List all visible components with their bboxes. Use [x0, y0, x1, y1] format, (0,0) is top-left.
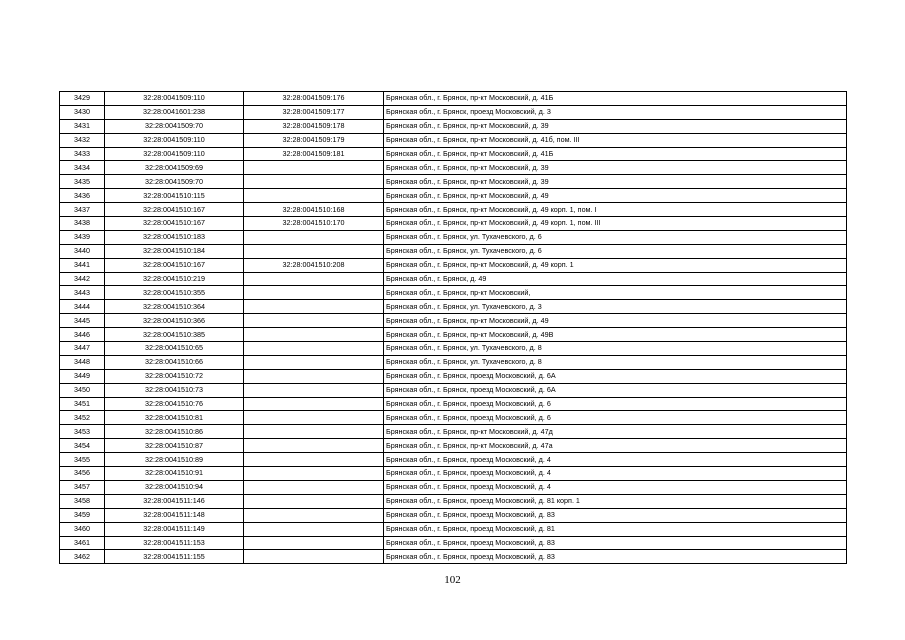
- cadastral-number-cell: 32:28:0041510:72: [105, 369, 244, 383]
- related-cadastral-number-cell: 32:28:0041509:181: [244, 147, 384, 161]
- related-cadastral-number-cell: 32:28:0041509:178: [244, 119, 384, 133]
- row-number-cell: 3442: [60, 272, 105, 286]
- cadastral-number-cell: 32:28:0041511:155: [105, 550, 244, 564]
- related-cadastral-number-cell: [244, 439, 384, 453]
- table-row: [60, 161, 847, 175]
- cadastral-number-cell: 32:28:0041510:364: [105, 300, 244, 314]
- row-number-cell: 3452: [60, 411, 105, 425]
- cadastral-number-cell: 32:28:0041601:238: [105, 105, 244, 119]
- table-row: [60, 244, 847, 258]
- cadastral-number-cell: 32:28:0041510:91: [105, 467, 244, 481]
- cadastral-number-cell: 32:28:0041509:110: [105, 147, 244, 161]
- address-cell: Брянская обл., г. Брянск, пр-кт Московский, д. 39: [384, 119, 847, 133]
- row-number-cell: 3444: [60, 300, 105, 314]
- table-row: [60, 314, 847, 328]
- address-cell: Брянская обл., г. Брянск, пр-кт Московский, д. 49 корп. 1: [384, 258, 847, 272]
- row-number-cell: 3436: [60, 189, 105, 203]
- address-cell: Брянская обл., г. Брянск, пр-кт Московский, д. 41б, пом. III: [384, 133, 847, 147]
- row-number-cell: 3439: [60, 230, 105, 244]
- table-row: [60, 92, 847, 106]
- address-cell: Брянская обл., г. Брянск, проезд Московский, д. 83: [384, 508, 847, 522]
- table-row: [60, 467, 847, 481]
- cadastral-number-cell: 32:28:0041510:385: [105, 328, 244, 342]
- related-cadastral-number-cell: [244, 300, 384, 314]
- cadastral-number-cell: 32:28:0041509:70: [105, 119, 244, 133]
- address-cell: Брянская обл., г. Брянск, проезд Московский, д. 83: [384, 550, 847, 564]
- address-cell: Брянская обл., г. Брянск, проезд Московский, д. 83: [384, 536, 847, 550]
- cadastral-number-cell: 32:28:0041510:76: [105, 397, 244, 411]
- related-cadastral-number-cell: [244, 230, 384, 244]
- cadastral-number-cell: 32:28:0041510:81: [105, 411, 244, 425]
- address-cell: Брянская обл., г. Брянск, д. 49: [384, 272, 847, 286]
- address-cell: Брянская обл., г. Брянск, пр-кт Московский, д. 39: [384, 161, 847, 175]
- row-number-cell: 3461: [60, 536, 105, 550]
- related-cadastral-number-cell: [244, 453, 384, 467]
- table-row: [60, 536, 847, 550]
- cadastral-number-cell: 32:28:0041510:65: [105, 342, 244, 356]
- related-cadastral-number-cell: [244, 397, 384, 411]
- cadastral-number-cell: 32:28:0041510:66: [105, 355, 244, 369]
- table-row: [60, 508, 847, 522]
- related-cadastral-number-cell: [244, 508, 384, 522]
- cadastral-number-cell: 32:28:0041510:115: [105, 189, 244, 203]
- row-number-cell: 3435: [60, 175, 105, 189]
- address-cell: Брянская обл., г. Брянск, пр-кт Московский, д. 49В: [384, 328, 847, 342]
- address-cell: Брянская обл., г. Брянск, пр-кт Московский, д. 49 корп. 1, пом. I: [384, 203, 847, 217]
- table-row: [60, 300, 847, 314]
- table-row: [60, 286, 847, 300]
- related-cadastral-number-cell: [244, 480, 384, 494]
- row-number-cell: 3450: [60, 383, 105, 397]
- row-number-cell: 3448: [60, 355, 105, 369]
- table-row: [60, 369, 847, 383]
- cadastral-number-cell: 32:28:0041509:110: [105, 133, 244, 147]
- cadastral-number-cell: 32:28:0041510:87: [105, 439, 244, 453]
- address-cell: Брянская обл., г. Брянск, ул. Тухачевского, д. 6: [384, 244, 847, 258]
- address-cell: Брянская обл., г. Брянск, проезд Московский, д. 6А: [384, 369, 847, 383]
- address-cell: Брянская обл., г. Брянск, пр-кт Московский, д. 49 корп. 1, пом. III: [384, 217, 847, 231]
- row-number-cell: 3440: [60, 244, 105, 258]
- related-cadastral-number-cell: [244, 272, 384, 286]
- cadastral-number-cell: 32:28:0041510:89: [105, 453, 244, 467]
- related-cadastral-number-cell: [244, 286, 384, 300]
- related-cadastral-number-cell: [244, 189, 384, 203]
- address-cell: Брянская обл., г. Брянск, проезд Московский, д. 6: [384, 397, 847, 411]
- address-cell: Брянская обл., г. Брянск, пр-кт Московский, д. 41Б: [384, 92, 847, 106]
- related-cadastral-number-cell: [244, 411, 384, 425]
- cadastral-number-cell: 32:28:0041510:167: [105, 258, 244, 272]
- row-number-cell: 3430: [60, 105, 105, 119]
- address-cell: Брянская обл., г. Брянск, ул. Тухачевского, д. 8: [384, 342, 847, 356]
- related-cadastral-number-cell: [244, 342, 384, 356]
- address-cell: Брянская обл., г. Брянск, ул. Тухачевского, д. 3: [384, 300, 847, 314]
- related-cadastral-number-cell: [244, 383, 384, 397]
- table-row: [60, 133, 847, 147]
- table-row: [60, 425, 847, 439]
- address-cell: Брянская обл., г. Брянск, пр-кт Московский, д. 39: [384, 175, 847, 189]
- related-cadastral-number-cell: [244, 175, 384, 189]
- table-row: [60, 355, 847, 369]
- table-body: [60, 92, 847, 564]
- row-number-cell: 3449: [60, 369, 105, 383]
- table-row: [60, 480, 847, 494]
- related-cadastral-number-cell: [244, 161, 384, 175]
- address-cell: Брянская обл., г. Брянск, ул. Тухачевского, д. 6: [384, 230, 847, 244]
- address-cell: Брянская обл., г. Брянск, пр-кт Московский, д. 49: [384, 189, 847, 203]
- cadastral-number-cell: 32:28:0041509:70: [105, 175, 244, 189]
- address-cell: Брянская обл., г. Брянск, проезд Московский, д. 81: [384, 522, 847, 536]
- table-row: [60, 258, 847, 272]
- address-cell: Брянская обл., г. Брянск, проезд Московский, д. 4: [384, 480, 847, 494]
- cadastral-number-cell: 32:28:0041511:146: [105, 494, 244, 508]
- address-cell: Брянская обл., г. Брянск, пр-кт Московский, д. 49: [384, 314, 847, 328]
- table-row: [60, 230, 847, 244]
- address-cell: Брянская обл., г. Брянск, пр-кт Московский, д. 47д: [384, 425, 847, 439]
- table-row: [60, 175, 847, 189]
- cadastral-number-cell: 32:28:0041509:69: [105, 161, 244, 175]
- related-cadastral-number-cell: 32:28:0041510:168: [244, 203, 384, 217]
- table-row: [60, 522, 847, 536]
- table-row: [60, 272, 847, 286]
- table-row: [60, 189, 847, 203]
- cadastral-number-cell: 32:28:0041510:167: [105, 203, 244, 217]
- related-cadastral-number-cell: [244, 355, 384, 369]
- row-number-cell: 3453: [60, 425, 105, 439]
- cadastral-number-cell: 32:28:0041511:148: [105, 508, 244, 522]
- row-number-cell: 3456: [60, 467, 105, 481]
- row-number-cell: 3451: [60, 397, 105, 411]
- row-number-cell: 3433: [60, 147, 105, 161]
- row-number-cell: 3447: [60, 342, 105, 356]
- row-number-cell: 3459: [60, 508, 105, 522]
- row-number-cell: 3462: [60, 550, 105, 564]
- related-cadastral-number-cell: 32:28:0041509:179: [244, 133, 384, 147]
- cadastral-number-cell: 32:28:0041510:366: [105, 314, 244, 328]
- table-row: [60, 105, 847, 119]
- table-row: [60, 119, 847, 133]
- cadastral-number-cell: 32:28:0041510:184: [105, 244, 244, 258]
- row-number-cell: 3441: [60, 258, 105, 272]
- table-row: [60, 397, 847, 411]
- cadastral-number-cell: 32:28:0041511:149: [105, 522, 244, 536]
- row-number-cell: 3434: [60, 161, 105, 175]
- cadastral-number-cell: 32:28:0041509:110: [105, 92, 244, 106]
- page-number: 102: [444, 574, 461, 586]
- related-cadastral-number-cell: 32:28:0041509:177: [244, 105, 384, 119]
- related-cadastral-number-cell: [244, 522, 384, 536]
- row-number-cell: 3455: [60, 453, 105, 467]
- cadastral-number-cell: 32:28:0041510:183: [105, 230, 244, 244]
- cadastral-number-cell: 32:28:0041510:73: [105, 383, 244, 397]
- address-cell: Брянская обл., г. Брянск, проезд Московский, д. 81 корп. 1: [384, 494, 847, 508]
- table-row: [60, 383, 847, 397]
- cadastral-number-cell: 32:28:0041510:219: [105, 272, 244, 286]
- related-cadastral-number-cell: [244, 494, 384, 508]
- related-cadastral-number-cell: 32:28:0041510:208: [244, 258, 384, 272]
- related-cadastral-number-cell: [244, 369, 384, 383]
- row-number-cell: 3445: [60, 314, 105, 328]
- row-number-cell: 3438: [60, 217, 105, 231]
- row-number-cell: 3443: [60, 286, 105, 300]
- row-number-cell: 3460: [60, 522, 105, 536]
- table-row: [60, 453, 847, 467]
- cadastral-number-cell: 32:28:0041510:86: [105, 425, 244, 439]
- related-cadastral-number-cell: [244, 425, 384, 439]
- related-cadastral-number-cell: [244, 314, 384, 328]
- address-cell: Брянская обл., г. Брянск, проезд Московский, д. 6А: [384, 383, 847, 397]
- address-cell: Брянская обл., г. Брянск, проезд Московский, д. 3: [384, 105, 847, 119]
- table-row: [60, 328, 847, 342]
- address-cell: Брянская обл., г. Брянск, проезд Московский, д. 4: [384, 467, 847, 481]
- cadastral-number-cell: 32:28:0041511:153: [105, 536, 244, 550]
- row-number-cell: 3446: [60, 328, 105, 342]
- row-number-cell: 3432: [60, 133, 105, 147]
- cadastral-number-cell: 32:28:0041510:355: [105, 286, 244, 300]
- address-cell: Брянская обл., г. Брянск, пр-кт Московский, д. 47а: [384, 439, 847, 453]
- table-row: [60, 411, 847, 425]
- table-row: [60, 550, 847, 564]
- address-cell: Брянская обл., г. Брянск, ул. Тухачевского, д. 8: [384, 355, 847, 369]
- cadastral-number-cell: 32:28:0041510:167: [105, 217, 244, 231]
- row-number-cell: 3454: [60, 439, 105, 453]
- related-cadastral-number-cell: 32:28:0041510:170: [244, 217, 384, 231]
- table-row: [60, 147, 847, 161]
- table-row: [60, 494, 847, 508]
- table-row: [60, 203, 847, 217]
- related-cadastral-number-cell: [244, 550, 384, 564]
- related-cadastral-number-cell: [244, 328, 384, 342]
- address-cell: Брянская обл., г. Брянск, пр-кт Московский, д. 41Б: [384, 147, 847, 161]
- address-cell: Брянская обл., г. Брянск, пр-кт Московский,: [384, 286, 847, 300]
- row-number-cell: 3458: [60, 494, 105, 508]
- related-cadastral-number-cell: 32:28:0041509:176: [244, 92, 384, 106]
- row-number-cell: 3431: [60, 119, 105, 133]
- table-row: [60, 439, 847, 453]
- row-number-cell: 3457: [60, 480, 105, 494]
- related-cadastral-number-cell: [244, 244, 384, 258]
- cadastral-number-cell: 32:28:0041510:94: [105, 480, 244, 494]
- row-number-cell: 3437: [60, 203, 105, 217]
- table-row: [60, 217, 847, 231]
- table-row: [60, 342, 847, 356]
- related-cadastral-number-cell: [244, 467, 384, 481]
- row-number-cell: 3429: [60, 92, 105, 106]
- address-cell: Брянская обл., г. Брянск, проезд Московский, д. 6: [384, 411, 847, 425]
- related-cadastral-number-cell: [244, 536, 384, 550]
- address-table: [59, 91, 847, 564]
- address-cell: Брянская обл., г. Брянск, проезд Московский, д. 4: [384, 453, 847, 467]
